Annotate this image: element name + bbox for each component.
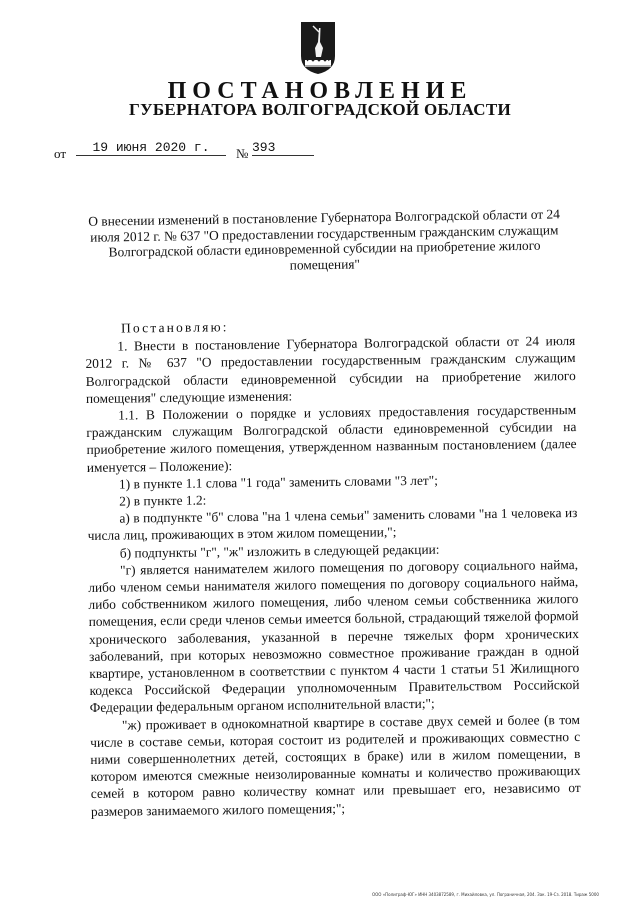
paragraph-subitem-zh: "ж) проживает в однокомнатной квартире в составе двух семей и более (в том числе в составе семьи, которая состоит из родителей и проживающих совместно с ними совершеннолетних детей, состоящих в браке) или в жилом помещении, в котором имеются смежные неизолированные комнаты и количество проживающих семей в котором равно количеству комнат или превышает его, независимо от размеров занимаемого жилого помещения;"; <box>90 711 581 819</box>
paragraph-item-1: 1) в пункте 1.1 слова "1 года" заменить словами "3 лет"; <box>118 472 439 492</box>
coat-of-arms-icon <box>299 20 337 76</box>
document-subject: О внесении изменений в постановление Губернатора Волгоградской области от 24 июля 2012 г. № 637 "О предоставлении государственным гражданским служащим Волгоградской области единовременной субсидии на приобретение жилого помещения" <box>88 206 560 273</box>
number-label: № <box>236 146 249 161</box>
paragraph-subitem-g: "г) является нанимателем жилого помещения по договору социального найма, либо членом семьи нанимателя жилого помещения по договору социального найма, либо собственником жилого помещения, либо членом семьи собственника жилого помещения, если среди членов семьи имеется больной, страдающий тяжелой формой хронического заболевания, указанной в перечне тяжелых форм хронических заболеваний, при которых невозможно совместное проживание граждан в одной квартире, установленном в соответствии с пунктом 4 части 1 статьи 51 Жилищного кодекса Российской Федерации уполномоченным Правительством Российской Федерации федеральным органом исполнительной власти;"; <box>88 556 580 716</box>
paragraph-subitem-a: а) в подпункте "б" слова "на 1 члена семьи" заменить словами "на 1 человека из числа лиц, проживающих в этом жилом помещении,"; <box>87 505 578 544</box>
document-body <box>85 314 581 820</box>
date-from-label: от <box>54 146 67 161</box>
document-number: 393 <box>252 140 314 156</box>
paragraph-1: 1. Внести в постановление Губернатора Волгоградской области от 24 июля 2012 г. № 637 "О предоставлении государственным гражданским служащим Волгоградской области единовременной субсидии на приобретение жилого помещения" следующие изменения: <box>85 333 576 406</box>
paragraph-item-2: 2) в пункте 1.2: <box>119 492 207 509</box>
document-title: ПОСТАНОВЛЕНИЕ <box>167 78 473 104</box>
dateline <box>54 140 374 164</box>
paragraph-subitem-b: б) подпункты "г", "ж" изложить в следующей редакции: <box>119 541 440 561</box>
paragraph-1-1: 1.1. В Положении о порядке и условиях предоставления государственным гражданским служащим Волгоградской области единовременной субсидии на приобретение жилого помещения, утвержденном названным постановлением (далее именуется – Положение): <box>86 402 577 475</box>
document-date: 19 июня 2020 г. <box>76 140 226 156</box>
document-subtitle: ГУБЕРНАТОРА ВОЛГОГРАДСКОЙ ОБЛАСТИ <box>128 100 512 119</box>
printer-footer: ООО «Полиграф-ЮГ» ИНН 3403872589, г. Михайловка, ул. Пограничная, 204. Зак. 19-Сз. 2018. Тираж 5000 <box>372 892 599 897</box>
resolve-heading: Постановляю: <box>121 319 229 336</box>
